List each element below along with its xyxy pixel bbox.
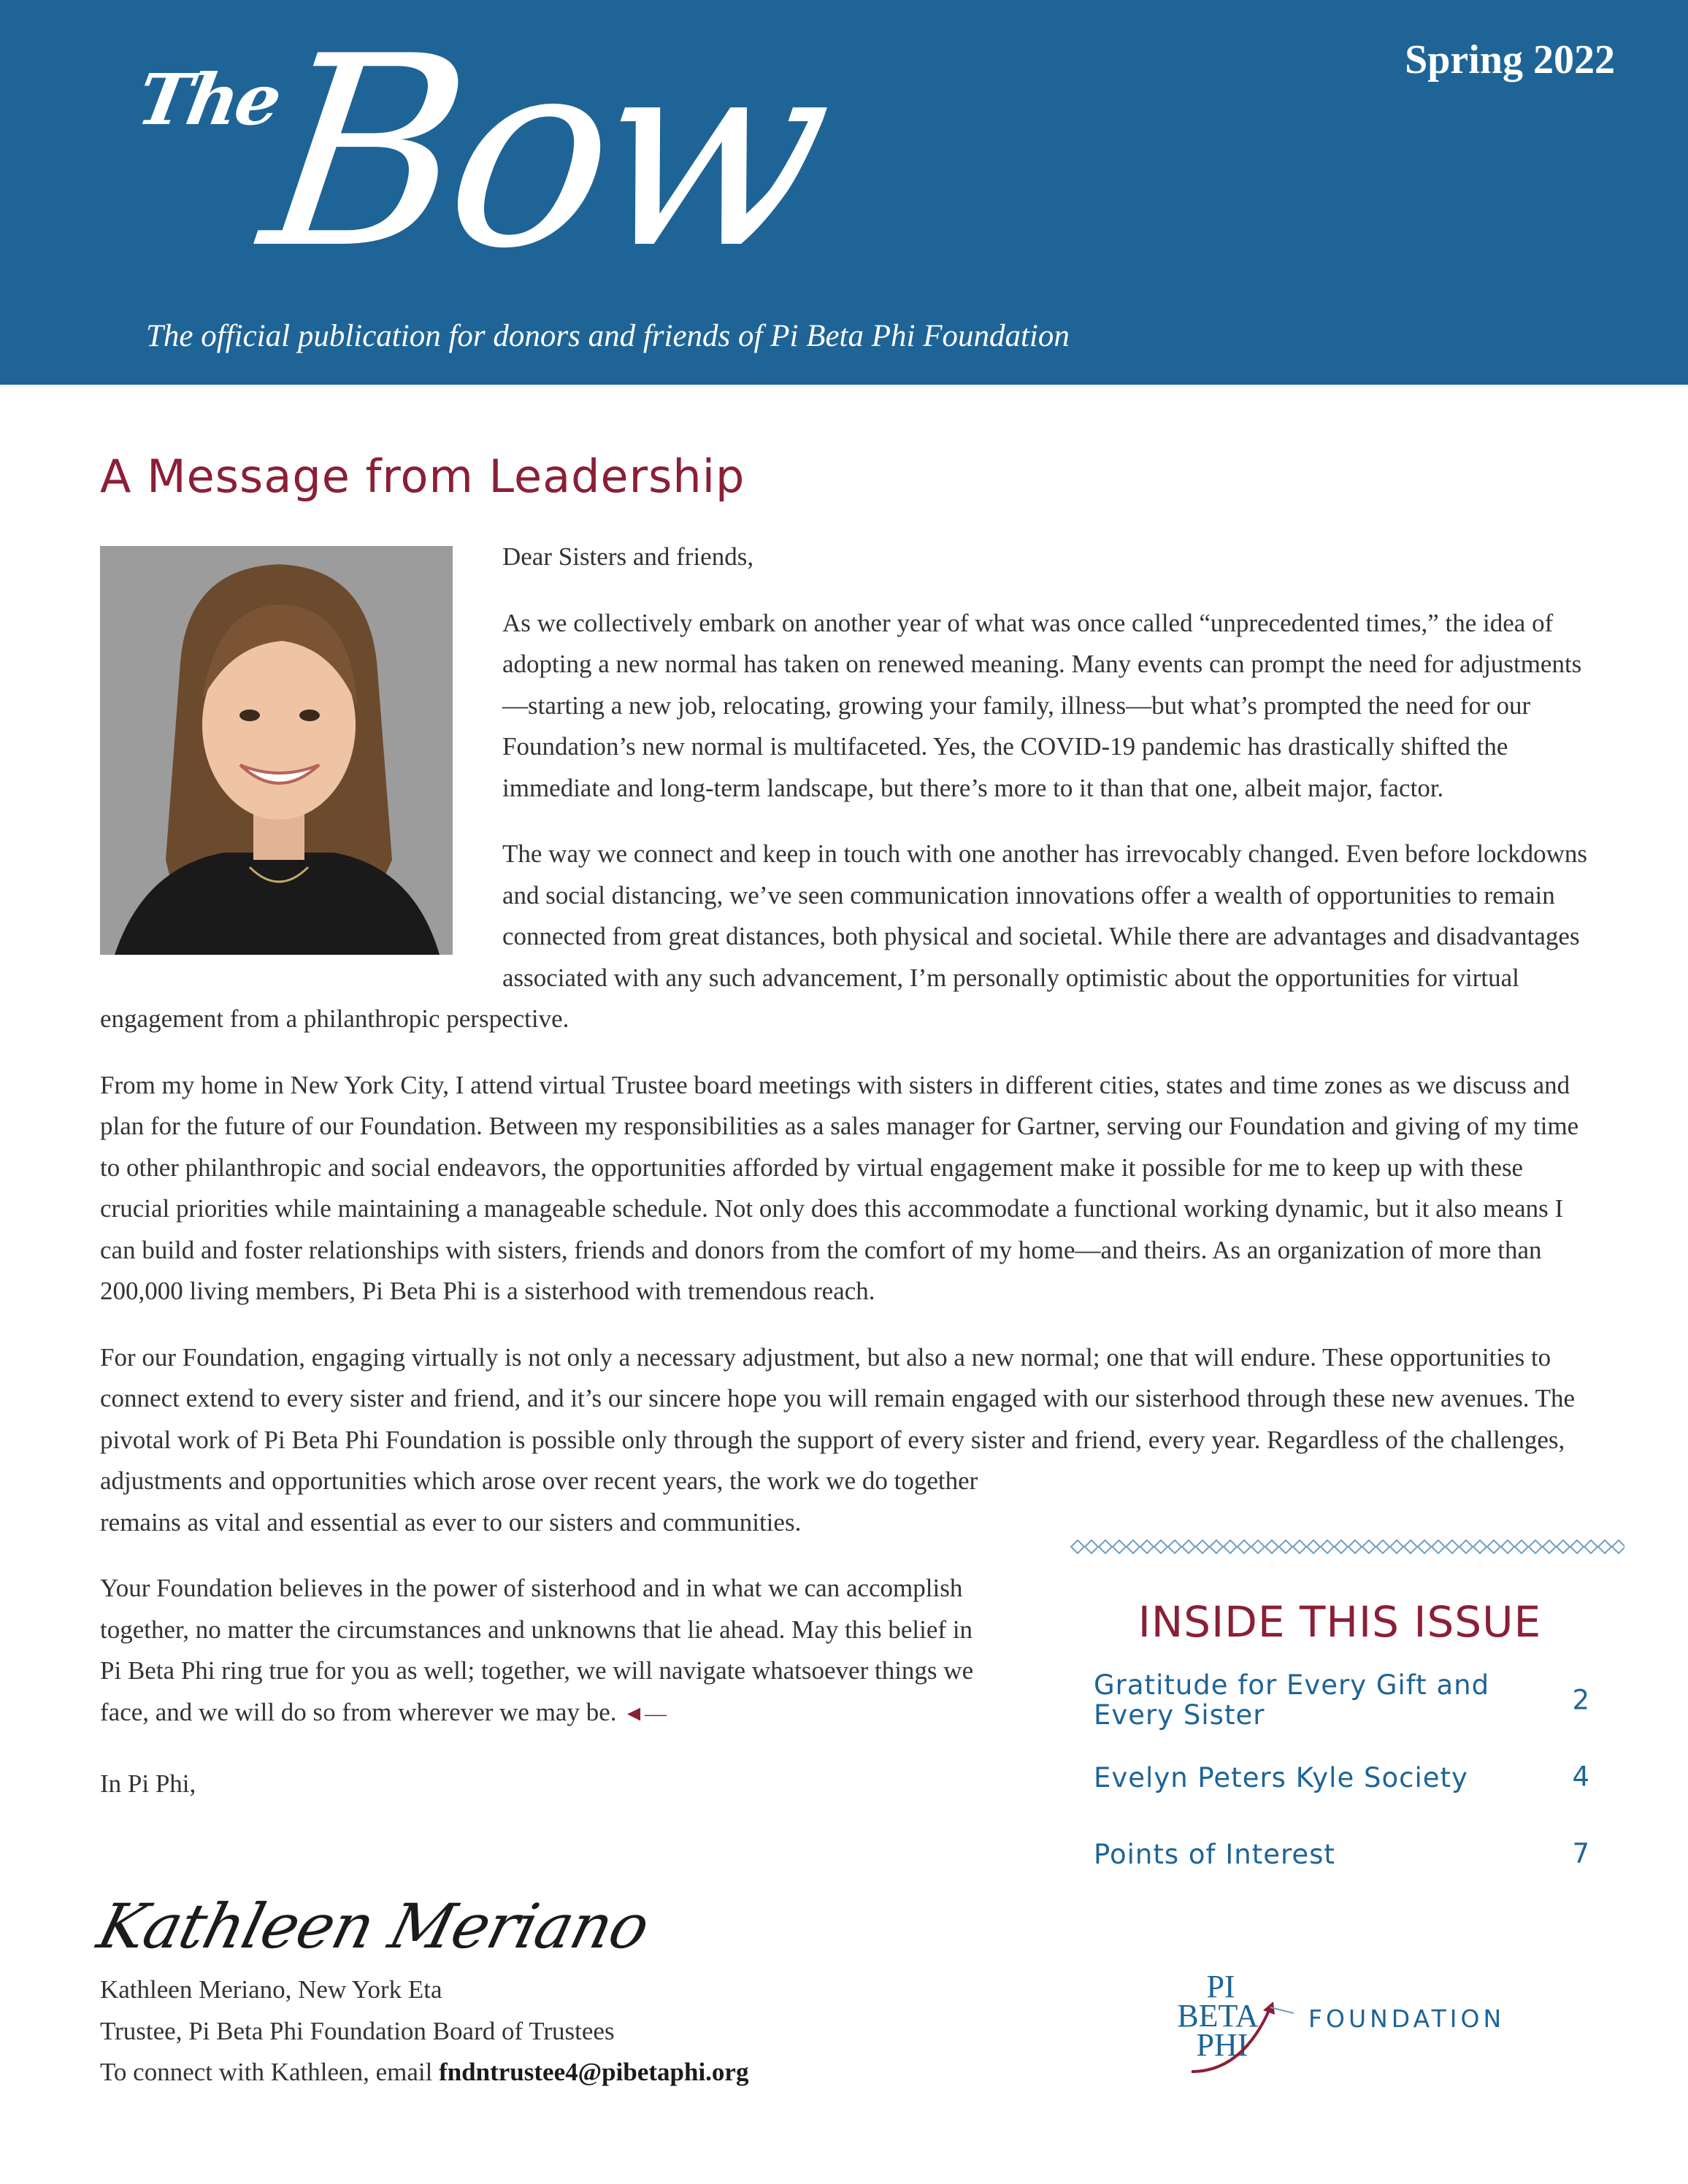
diamond-divider [1070, 1539, 1624, 1555]
signer-name: Kathleen Meriano, New York Eta [100, 1975, 442, 2004]
divider-diamond [1446, 1540, 1459, 1553]
divider-diamond [1362, 1540, 1376, 1553]
divider-diamond [1473, 1540, 1486, 1553]
divider-diamond [1543, 1540, 1556, 1553]
divider-diamond [1279, 1540, 1292, 1553]
divider-diamond [1154, 1540, 1167, 1553]
paragraph-3: From my home in New York City, I attend virtual Trustee board meetings with sisters in different cities, states and time zones as we discuss and plan for the future of our Foundation. Between my responsibilities as a sales manager for Gartner, serving our Foundation and giving of my time to other philanthropic and social endeavors, the opportunities afforded by virtual engagement make it possible for me to keep up with these crucial priorities while maintaining a manageable schedule. Not only does this accommodate a functional working dynamic, but it also means I can build and foster relationships with sisters, friends and donors from the comfort of my home—and theirs. As an organization of more than 200,000 living members, Pi Beta Phi is a sisterhood with tremendous reach. [100, 1070, 1579, 1305]
toc-item-title: Evelyn Peters Kyle Society [1094, 1762, 1468, 1793]
divider-diamond [1598, 1540, 1611, 1553]
paragraph-1: As we collectively embark on another year of what was once called “unprecedented times,” the idea of adopting a new normal has taken on renewed meaning. Many events can prompt the need for adjustments—starting a new job, relocating, growing your family, illness—but what’s prompted the need for our Foundation’s new normal is multifaceted. Yes, the COVID-19 pandemic has drastically shifted the immediate and long-term landscape, but there’s more to it than that one, albeit major, factor. [502, 608, 1582, 802]
foundation-logo [1177, 1962, 1513, 2079]
divider-diamond [1321, 1540, 1334, 1553]
divider-diamond [1501, 1540, 1514, 1553]
divider-diamond [1182, 1540, 1195, 1553]
masthead-tagline: The official publication for donors and friends of Pi Beta Phi Foundation [146, 319, 1070, 353]
masthead [0, 0, 1688, 385]
paragraph-4: For our Foundation, engaging virtually is not only a necessary adjustment, but also a new normal; one that will endure. These opportunities to connect extend to every sister and friend, and it’s our sincere hope you will remain engaged with our sisterhood through these new avenues. The pivotal work of Pi Beta Phi Foundation is possible only through the support of every sister and friend, every year. Regardless of the challenges, adjustments and opportunities which arose over recent years, the work we do together remains as vital and essential as ever to our sisters and communities. [100, 1342, 1576, 1537]
paragraph-2: The way we connect and keep in touch with one another has irrevocably changed. Even before lockdowns and social distancing, we’ve seen communication innovations offer a wealth of opportunities to remain connected from great distances, both physical and societal. While there are advantages and disadvantages associated with any such advancement, I’m personally optimistic about the opportunities for virtual engagement from a philanthropic perspective. [100, 839, 1587, 1033]
divider-diamond [1099, 1540, 1112, 1553]
signature: Kathleen Meriano [91, 1891, 656, 1962]
article-heading: A Message from Leadership [100, 450, 745, 503]
divider-diamond [1529, 1540, 1542, 1553]
toc-item-title: Points of Interest [1094, 1839, 1335, 1870]
contact-email-link[interactable]: fndntrustee4@pibetaphi.org [439, 2058, 749, 2086]
divider-diamond [1487, 1540, 1500, 1553]
logo-line-phi: PHI [1196, 2027, 1248, 2063]
toc-wrap-space [994, 1478, 1589, 2040]
divider-diamond [1251, 1540, 1265, 1553]
divider-diamond [1432, 1540, 1445, 1553]
portrait-wrap-space [100, 537, 502, 963]
divider-diamond [1404, 1540, 1417, 1553]
divider-diamond [1418, 1540, 1431, 1553]
divider-diamond [1307, 1540, 1320, 1553]
toc-item-page: 7 [1572, 1837, 1590, 1869]
logo-foundation-word: FOUNDATION [1308, 2004, 1505, 2033]
closing-line: In Pi Phi, [100, 1769, 196, 1798]
divider-diamond [1376, 1540, 1389, 1553]
divider-diamond [1335, 1540, 1348, 1553]
divider-diamond [1140, 1540, 1154, 1553]
divider-diamond [1293, 1540, 1306, 1553]
divider-diamond [1557, 1540, 1570, 1553]
masthead-title: Bow [248, 0, 837, 306]
end-mark-arrow-icon: ◄— [623, 1701, 667, 1726]
divider-diamond [1127, 1540, 1140, 1553]
toc-item[interactable] [1094, 1761, 1590, 1791]
divider-diamond [1238, 1540, 1251, 1553]
divider-diamond [1210, 1540, 1223, 1553]
contact-prefix: To connect with Kathleen, email [100, 2058, 440, 2086]
divider-diamond [1390, 1540, 1403, 1553]
divider-diamond [1515, 1540, 1528, 1553]
divider-diamond [1196, 1540, 1209, 1553]
toc-item-title: Gratitude for Every Gift and Every Sister [1094, 1669, 1490, 1731]
divider-diamond [1265, 1540, 1278, 1553]
inside-issue-title: INSIDE THIS ISSUE [1138, 1597, 1542, 1647]
divider-diamond [1224, 1540, 1237, 1553]
paragraph-5-text: Your Foundation believes in the power of sisterhood and in what we can accomplish together, no matter the circumstances and unknowns that lie ahead. May this belief in Pi Beta Phi ring true for you as well; together, we will navigate whatsoever things we face, and we will do so from wherever we may be. [100, 1574, 974, 1726]
divider-diamond [1570, 1540, 1584, 1553]
salutation: Dear Sisters and friends, [502, 542, 754, 571]
divider-diamond [1071, 1540, 1084, 1553]
toc-item-page: 2 [1572, 1684, 1590, 1716]
divider-diamond [1113, 1540, 1126, 1553]
issue-season: Spring 2022 [1405, 37, 1615, 82]
pi-beta-phi-arrow-icon [1177, 1962, 1308, 2079]
logo-line-beta: BETA [1177, 1998, 1259, 2034]
divider-diamond [1349, 1540, 1362, 1553]
divider-diamond [1584, 1540, 1597, 1553]
logo-line-pi: PI [1206, 1969, 1235, 2004]
signer-title: Trustee, Pi Beta Phi Foundation Board of Trustees [100, 2016, 615, 2045]
masthead-the: The [131, 58, 285, 141]
divider-diamond [1612, 1540, 1624, 1553]
letter-body [100, 537, 1589, 2040]
toc-item[interactable] [1094, 1670, 1590, 1730]
divider-diamond [1085, 1540, 1098, 1553]
divider-diamond [1459, 1540, 1473, 1553]
toc-item[interactable] [1094, 1838, 1590, 1868]
signer-contact [100, 2052, 748, 2093]
divider-diamond [1168, 1540, 1181, 1553]
toc-item-page: 4 [1572, 1761, 1590, 1792]
signature-block [100, 1969, 748, 2093]
